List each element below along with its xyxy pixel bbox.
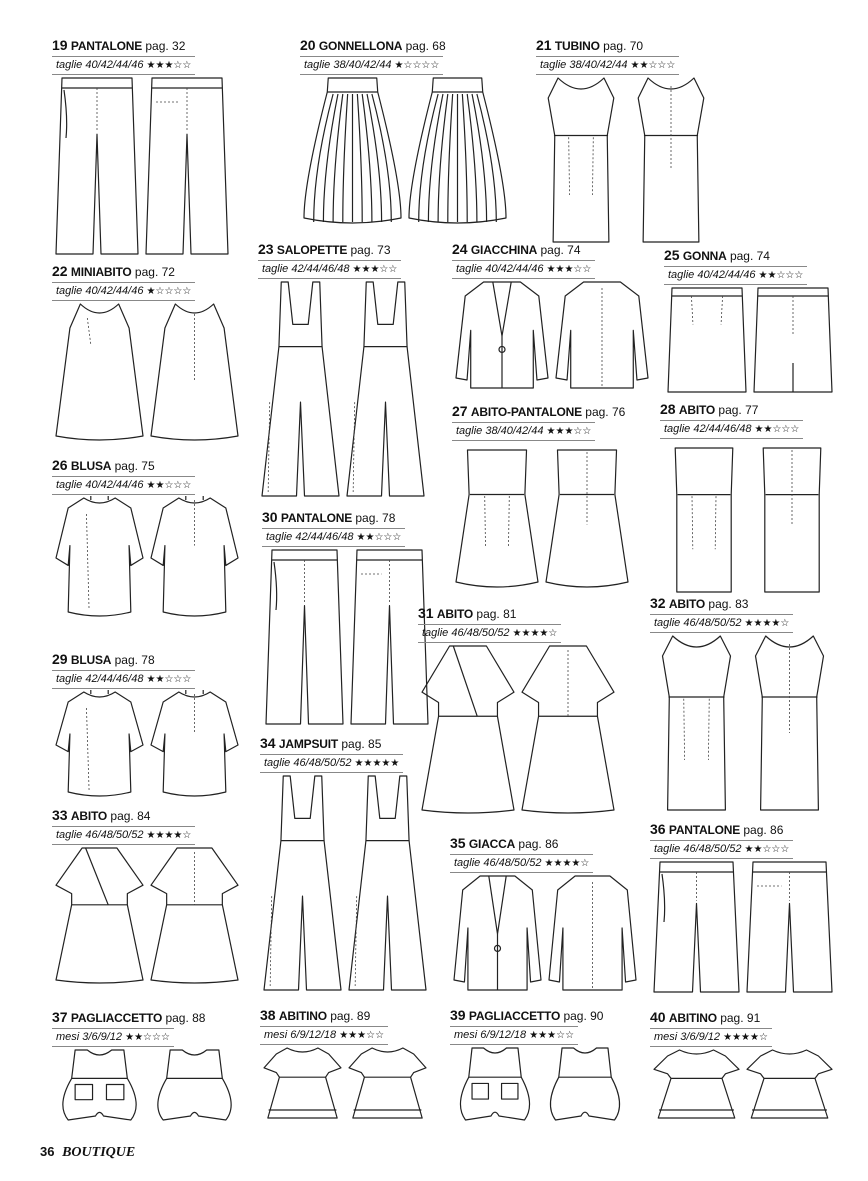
difficulty-stars: ★★★☆☆	[146, 60, 192, 71]
item-name: PANTALONE	[70, 39, 143, 53]
garment-back	[151, 304, 238, 440]
difficulty-stars: ★★☆☆☆	[630, 60, 676, 71]
item-name: PANTALONE	[668, 823, 741, 837]
item-number: 21	[536, 37, 552, 53]
item-name: GIACCHINA	[470, 243, 538, 257]
difficulty-stars: ★★★☆☆	[339, 1030, 385, 1041]
item-sizes: taglie 38/40/42/44	[304, 59, 392, 71]
item-number: 40	[650, 1009, 666, 1025]
item-name: PAGLIACCETTO	[70, 1011, 163, 1025]
item-sizes: mesi 6/9/12/18	[454, 1029, 527, 1041]
item-page: pag. 89	[330, 1009, 371, 1023]
item-number: 31	[418, 605, 434, 621]
pattern-item	[664, 248, 836, 398]
item-sizes: taglie 42/44/46/48	[266, 531, 354, 543]
item-number: 38	[260, 1007, 276, 1023]
item-sizes: taglie 42/44/46/48	[664, 423, 752, 435]
item-name: GONNA	[682, 249, 727, 263]
item-header	[450, 1008, 603, 1023]
garment-drawing	[650, 860, 836, 996]
garment-front	[56, 496, 143, 616]
garment-back	[351, 550, 428, 724]
item-header	[418, 606, 516, 621]
difficulty-stars: ★★★★☆	[544, 858, 590, 869]
item-page: pag. 88	[165, 1011, 206, 1025]
item-name: BLUSA	[70, 459, 112, 473]
garment-front	[262, 282, 339, 496]
garment-back	[158, 1050, 231, 1120]
garment-back	[151, 848, 238, 983]
garment-front	[654, 862, 739, 992]
pattern-item	[650, 1010, 836, 1126]
item-sizes-row	[660, 420, 803, 439]
garment-back	[747, 862, 832, 992]
garment-drawing	[260, 774, 430, 996]
difficulty-stars: ★★★★☆	[744, 618, 790, 629]
item-page: pag. 85	[341, 737, 382, 751]
item-name: SALOPETTE	[276, 243, 348, 257]
item-page: pag. 86	[518, 837, 559, 851]
garment-drawing	[536, 76, 716, 246]
item-name: ABITO	[678, 403, 716, 417]
item-sizes: taglie 40/42/44/46	[668, 269, 756, 281]
item-sizes-row	[452, 260, 595, 279]
garment-back	[151, 496, 238, 616]
difficulty-stars: ★☆☆☆☆	[146, 286, 192, 297]
garment-drawing	[260, 1046, 430, 1124]
difficulty-stars: ★★☆☆☆	[146, 674, 192, 685]
item-header	[450, 836, 558, 851]
item-page: pag. 32	[145, 39, 186, 53]
garment-back	[347, 282, 424, 496]
pattern-item	[52, 652, 242, 802]
garment-back	[747, 1050, 832, 1118]
item-sizes: mesi 6/9/12/18	[264, 1029, 337, 1041]
item-name: ABITO	[436, 607, 474, 621]
garment-drawing	[660, 440, 836, 596]
pattern-item	[52, 808, 242, 988]
garment-front	[456, 450, 538, 587]
pattern-item	[418, 606, 618, 818]
item-header	[258, 242, 391, 257]
item-number: 20	[300, 37, 316, 53]
garment-drawing	[450, 1046, 630, 1124]
item-sizes-row	[52, 670, 195, 689]
item-header	[260, 736, 381, 751]
item-page: pag. 73	[350, 243, 391, 257]
item-sizes: taglie 40/42/44/46	[56, 285, 144, 297]
item-name: GONNELLONA	[318, 39, 403, 53]
garment-front	[56, 78, 138, 254]
item-name: ABITINO	[278, 1009, 327, 1023]
item-sizes-row	[52, 282, 195, 301]
garment-front	[264, 776, 341, 990]
garment-back	[638, 78, 704, 242]
item-number: 28	[660, 401, 676, 417]
item-header	[52, 652, 155, 667]
item-number: 39	[450, 1007, 466, 1023]
item-number: 24	[452, 241, 468, 257]
item-sizes-row	[450, 1026, 578, 1045]
item-sizes-row	[52, 1028, 174, 1047]
garment-front	[56, 690, 143, 796]
item-page: pag. 72	[134, 265, 175, 279]
item-sizes-row	[650, 840, 793, 859]
item-header	[452, 404, 625, 419]
pattern-item	[452, 404, 632, 594]
item-sizes: taglie 42/44/46/48	[262, 263, 350, 275]
item-sizes-row	[262, 528, 405, 547]
pattern-item	[452, 242, 652, 394]
item-page: pag. 78	[355, 511, 396, 525]
garment-front	[456, 282, 548, 388]
item-sizes-row	[300, 56, 443, 75]
item-page: pag. 86	[743, 823, 784, 837]
item-name: JAMPSUIT	[278, 737, 338, 751]
garment-drawing	[418, 644, 618, 816]
item-page: pag. 76	[585, 405, 626, 419]
item-number: 25	[664, 247, 680, 263]
item-sizes-row	[452, 422, 595, 441]
magazine-name: BOUTIQUE	[62, 1145, 136, 1160]
pattern-item	[660, 402, 836, 598]
garment-back	[549, 876, 636, 990]
item-page: pag. 83	[708, 597, 749, 611]
garment-drawing	[452, 280, 652, 392]
item-sizes: mesi 3/6/9/12	[654, 1031, 721, 1043]
pattern-item	[300, 38, 510, 230]
item-sizes-row	[260, 1026, 388, 1045]
difficulty-stars: ★☆☆☆☆	[394, 60, 440, 71]
garment-back	[522, 646, 614, 813]
pattern-item	[536, 38, 716, 248]
garment-drawing	[650, 1048, 836, 1124]
difficulty-stars: ★★☆☆☆	[758, 270, 804, 281]
item-name: ABITO	[668, 597, 706, 611]
garment-back	[349, 776, 426, 990]
item-sizes-row	[450, 854, 593, 873]
garment-back	[151, 690, 238, 796]
item-header	[260, 1008, 370, 1023]
item-sizes: taglie 46/48/50/52	[654, 617, 742, 629]
item-sizes-row	[258, 260, 401, 279]
item-number: 23	[258, 241, 274, 257]
garment-drawing	[450, 874, 640, 994]
garment-drawing	[52, 302, 242, 444]
difficulty-stars: ★★★☆☆	[546, 426, 592, 437]
item-number: 36	[650, 821, 666, 837]
difficulty-stars: ★★★☆☆	[529, 1030, 575, 1041]
garment-drawing	[52, 76, 232, 258]
garment-drawing	[52, 496, 242, 620]
item-page: pag. 91	[720, 1011, 761, 1025]
garment-back	[349, 1048, 426, 1118]
garment-back	[146, 78, 228, 254]
item-name: ABITO-PANTALONE	[470, 405, 582, 419]
item-sizes: taglie 46/48/50/52	[454, 857, 542, 869]
item-number: 26	[52, 457, 68, 473]
item-number: 19	[52, 37, 68, 53]
item-header	[262, 510, 395, 525]
difficulty-stars: ★★☆☆☆	[356, 532, 402, 543]
garment-front	[304, 78, 401, 223]
difficulty-stars: ★★★☆☆	[546, 264, 592, 275]
item-page: pag. 74	[540, 243, 581, 257]
difficulty-stars: ★★★☆☆	[352, 264, 398, 275]
garment-front	[266, 550, 343, 724]
item-header	[300, 38, 446, 53]
item-sizes-row	[52, 56, 195, 75]
item-sizes: taglie 46/48/50/52	[264, 757, 352, 769]
item-sizes: mesi 3/6/9/12	[56, 1031, 123, 1043]
item-page: pag. 78	[114, 653, 155, 667]
item-number: 34	[260, 735, 276, 751]
difficulty-stars: ★★☆☆☆	[125, 1032, 170, 1043]
item-name: BLUSA	[70, 653, 112, 667]
item-page: pag. 77	[718, 403, 759, 417]
garment-front	[264, 1048, 341, 1118]
item-number: 22	[52, 263, 68, 279]
garment-front	[548, 78, 614, 242]
garment-drawing	[52, 1048, 242, 1124]
item-page: pag. 84	[110, 809, 151, 823]
pattern-item	[262, 510, 432, 730]
item-sizes: taglie 42/44/46/48	[56, 673, 144, 685]
item-number: 33	[52, 807, 68, 823]
item-header	[52, 458, 155, 473]
item-header	[650, 822, 783, 837]
item-number: 27	[452, 403, 468, 419]
item-name: ABITINO	[668, 1011, 717, 1025]
garment-back	[763, 448, 821, 592]
garment-front	[454, 876, 541, 990]
pattern-item	[52, 264, 242, 446]
garment-front	[663, 636, 731, 810]
pattern-item	[52, 458, 242, 622]
garment-drawing	[452, 442, 632, 592]
garment-drawing	[52, 690, 242, 800]
item-sizes: taglie 38/40/42/44	[456, 425, 544, 437]
item-sizes-row	[260, 754, 403, 773]
item-page: pag. 74	[729, 249, 770, 263]
item-header	[536, 38, 643, 53]
garment-back	[754, 288, 832, 392]
garment-front	[460, 1048, 529, 1120]
item-header	[650, 596, 748, 611]
garment-front	[654, 1050, 739, 1118]
item-name: PAGLIACCETTO	[468, 1009, 561, 1023]
item-sizes-row	[536, 56, 679, 75]
garment-drawing	[262, 548, 432, 728]
item-sizes-row	[650, 614, 793, 633]
garment-front	[56, 848, 143, 983]
item-page: pag. 75	[114, 459, 155, 473]
difficulty-stars: ★★☆☆☆	[146, 480, 192, 491]
item-sizes-row	[664, 266, 807, 285]
item-sizes-row	[52, 476, 195, 495]
item-page: pag. 68	[405, 39, 446, 53]
item-sizes: taglie 40/42/44/46	[56, 59, 144, 71]
pattern-item	[450, 1008, 630, 1126]
item-sizes-row	[52, 826, 195, 845]
item-name: ABITO	[70, 809, 108, 823]
item-header	[650, 1010, 760, 1025]
item-number: 29	[52, 651, 68, 667]
difficulty-stars: ★★★★☆	[512, 628, 558, 639]
item-header	[452, 242, 581, 257]
item-page: pag. 70	[603, 39, 644, 53]
garment-drawing	[650, 634, 836, 814]
item-header	[52, 1010, 205, 1025]
item-name: MINIABITO	[70, 265, 132, 279]
difficulty-stars: ★★★★☆	[146, 830, 192, 841]
item-sizes: taglie 40/42/44/46	[56, 479, 144, 491]
item-page: pag. 81	[476, 607, 517, 621]
difficulty-stars: ★★☆☆☆	[744, 844, 790, 855]
garment-drawing	[300, 76, 510, 228]
item-header	[52, 264, 175, 279]
item-number: 37	[52, 1009, 68, 1025]
garment-front	[675, 448, 733, 592]
item-header	[664, 248, 770, 263]
item-header	[52, 808, 150, 823]
item-name: PANTALONE	[280, 511, 353, 525]
item-page: pag. 90	[563, 1009, 604, 1023]
page-number: 36	[40, 1144, 55, 1159]
item-sizes: taglie 38/40/42/44	[540, 59, 628, 71]
difficulty-stars: ★★★★★	[354, 758, 400, 769]
item-sizes: taglie 46/48/50/52	[56, 829, 144, 841]
pattern-item	[260, 736, 430, 998]
garment-drawing	[664, 286, 836, 396]
difficulty-stars: ★★☆☆☆	[754, 424, 800, 435]
pattern-item	[450, 836, 640, 996]
page-footer	[40, 1144, 135, 1161]
garment-front	[56, 304, 143, 440]
item-sizes: taglie 40/42/44/46	[456, 263, 544, 275]
garment-back	[546, 450, 628, 587]
garment-front	[668, 288, 746, 392]
garment-drawing	[52, 846, 242, 986]
item-sizes-row	[650, 1028, 772, 1047]
pattern-item	[52, 38, 232, 260]
item-sizes-row	[418, 624, 561, 643]
item-header	[52, 38, 185, 53]
item-number: 35	[450, 835, 466, 851]
pattern-item	[258, 242, 428, 504]
garment-front	[422, 646, 514, 813]
pattern-item	[52, 1010, 242, 1126]
item-sizes: taglie 46/48/50/52	[422, 627, 510, 639]
garment-back	[556, 282, 648, 388]
garment-drawing	[258, 280, 428, 502]
item-number: 30	[262, 509, 278, 525]
item-name: GIACCA	[468, 837, 516, 851]
item-number: 32	[650, 595, 666, 611]
garment-back	[409, 78, 506, 223]
garment-back	[550, 1048, 619, 1120]
garment-front	[63, 1050, 136, 1120]
pattern-item	[650, 822, 836, 998]
difficulty-stars: ★★★★☆	[723, 1032, 768, 1043]
item-sizes: taglie 46/48/50/52	[654, 843, 742, 855]
pattern-item	[260, 1008, 430, 1126]
garment-back	[756, 636, 824, 810]
item-name: TUBINO	[554, 39, 600, 53]
pattern-item	[650, 596, 836, 816]
item-header	[660, 402, 758, 417]
